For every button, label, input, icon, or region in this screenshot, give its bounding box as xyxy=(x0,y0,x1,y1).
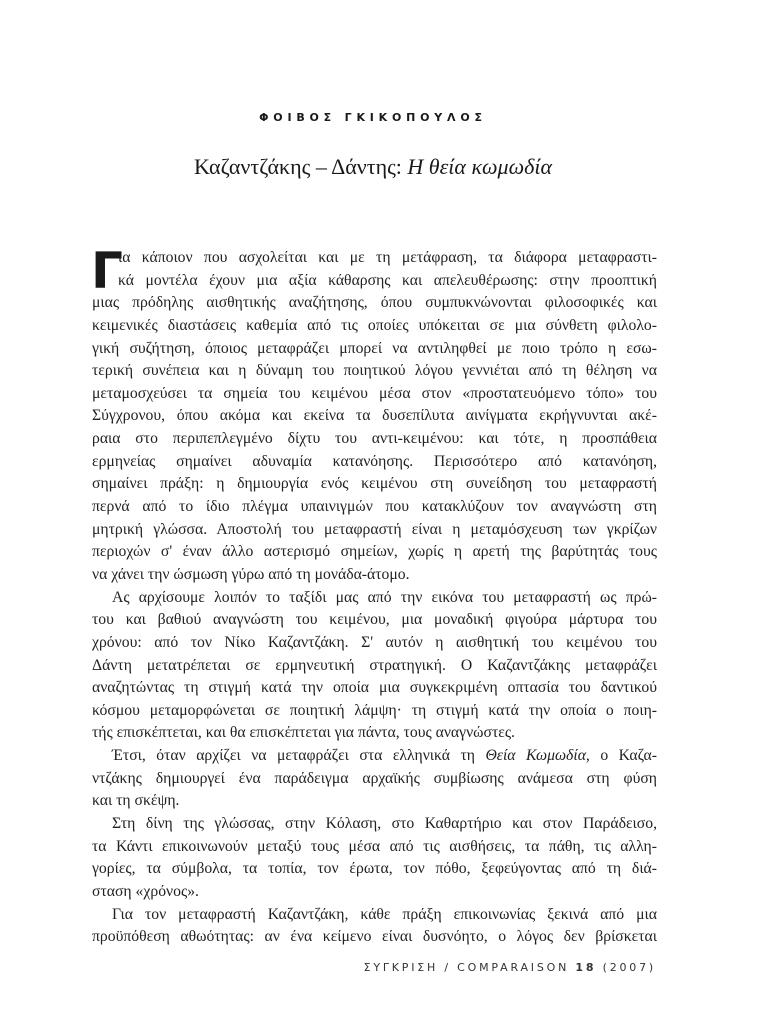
text-line: σταση «χρόνος». xyxy=(92,882,199,900)
text-line: σημαίνει πράξη: η δημιουργία ενός κειμένου στη συνείδηση του μεταφραστή xyxy=(92,475,657,493)
text-line: χρόνου: από τον Νίκο Καζαντζάκη. Σ' αυτόν η αισθητική του κειμένου του xyxy=(92,633,657,651)
text-line: γορίες, τα σύμβολα, τα τοπία, τον έρωτα, τον πόθο, ξεφεύγοντας από τη διά- xyxy=(92,860,657,878)
text-line: Στη δίνη της γλώσσας, στην Κόλαση, στο Καθαρτήριο και στον Παράδεισο, xyxy=(112,815,657,833)
text-line: μητρική γλώσσα. Αποστολή του μεταφραστή είναι η μεταμόσχευση των γκρίζων xyxy=(92,520,657,538)
text-line: ια κάποιον που ασχολείται και με τη μετάφραση, τα διάφορα μεταφραστι- xyxy=(118,249,657,266)
text-segment: Έτσι, όταν αρχίζει να μεταφράζει στα ελληνικά τη xyxy=(112,747,486,765)
text-line: μεταμοσχεύσει τα σημεία του κειμένου μέσα στον «προστατευόμενο τόπο» του xyxy=(92,384,657,402)
title-italic: Η θεία κωμωδία xyxy=(407,154,553,179)
issue-year: (2007) xyxy=(596,961,656,974)
text-line: να χάνει την ώσμωση γύρω από τη μονάδα-άτομο. xyxy=(92,565,410,583)
text-line: και τη σκέψη. xyxy=(92,792,180,810)
text-line: Για τον μεταφραστή Καζαντζάκη, κάθε πράξη επικοινωνίας ξεκινά από μια xyxy=(112,905,657,923)
article-body xyxy=(91,242,657,949)
text-line: τερική συνέπεια και η δύναμη του ποιητικού λόγου γεννιέται από τη θέληση να xyxy=(92,362,657,380)
text-line: ερμηνείας σημαίνει αδυναμία κατανόησης. Περισσότερο από κατανόηση, xyxy=(92,452,657,470)
page-footer xyxy=(364,961,656,974)
text-line: κειμενικές διαστάσεις καθεμία από τις οποίες υπόκειται σε μια σύνθετη φιλολο- xyxy=(92,316,657,334)
text-line: μιας πρόδηλης αισθητικής αναζήτησης, όπου συμπυκνώνονται φιλοσοφικές και xyxy=(92,294,657,312)
issue-number: 18 xyxy=(575,961,597,974)
text-line: γική συζήτηση, όποιος μεταφράζει μπορεί να αντιληφθεί με ποιο τρόπο η εσω- xyxy=(92,339,657,357)
italic-work-title: Θεία Κωμωδία, xyxy=(485,747,590,765)
text-line: προϋπόθεση αθωότητας: αν ένα κείμενο είναι δυσνόητο, ο λόγος δεν βρίσκεται xyxy=(92,928,657,946)
text-line: Σύγχρονου, όπου ακόμα και εκείνα τα δυσεπίλυτα αινίγματα εκρήγνυνται ακέ- xyxy=(92,407,657,425)
text-segment: ο Καζα- xyxy=(589,747,657,765)
text-line: περνά από το ίδιο πλέγμα υπαινιγμών που κατακλύζουν τον αναγνώστη στη xyxy=(92,498,657,516)
text-line: του και βαθιού αναγνώστη του κειμένου, μια μοναδική φιγούρα μάρτυρα του xyxy=(92,611,657,629)
text-line: Ας αρχίσουμε λοιπόν το ταξίδι μας από την εικόνα του μεταφραστή ως πρώ- xyxy=(112,588,657,606)
text-line: ραια στο περιπεπλεγμένο δίχτυ του αντι-κειμένου: και τότε, η προσπάθεια xyxy=(92,430,657,448)
text-line: ντζάκης δημιουργεί ένα παράδειγμα αρχαϊκής συμβίωσης ανάμεσα στη φύση xyxy=(92,769,657,787)
text-line: αναζητώντας τη στιγμή κατά την οποία μια συγκεκριμένη οπτασία του δαντικού xyxy=(92,679,657,697)
article-title xyxy=(0,154,746,180)
text-line: κόσμου μεταμορφώνεται σε ποιητική λάμψη· τη στιγμή κατά την οποία ο ποιη- xyxy=(92,701,657,719)
text-line xyxy=(92,745,657,768)
text-line: τα Κάντι επικοινωνούν μεταξύ τους μέσα από τις αισθήσεις, τα πάθη, τις αλλη- xyxy=(92,837,657,855)
author-name: ΦΟΙΒΟΣ ΓΚΙΚΟΠΟΥΛΟΣ xyxy=(259,111,487,124)
text-line: περιοχών σ' έναν άλλο αστερισμό σημείων, χωρίς η αρετή της βαρύτητάς τους xyxy=(92,543,657,561)
drop-cap: Γ xyxy=(91,242,123,300)
text-line: κά μοντέλα έχουν μια αξία κάθαρσης και απελευθέρωσης: στην προοπτική xyxy=(118,271,657,289)
journal-name: ΣΥΓΚΡΙΣΗ / COMPARAISON xyxy=(363,961,576,974)
title-main: Καζαντζάκης – Δάντης: xyxy=(193,154,408,179)
text-line: Δάντη μετατρέπεται σε ερμηνευτική στρατηγική. Ο Καζαντζάκης μεταφράζει xyxy=(92,656,657,674)
text-line: τής επισκέπτεται, και θα επισκέπτεται για πάντα, τους αναγνώστες. xyxy=(92,724,515,742)
